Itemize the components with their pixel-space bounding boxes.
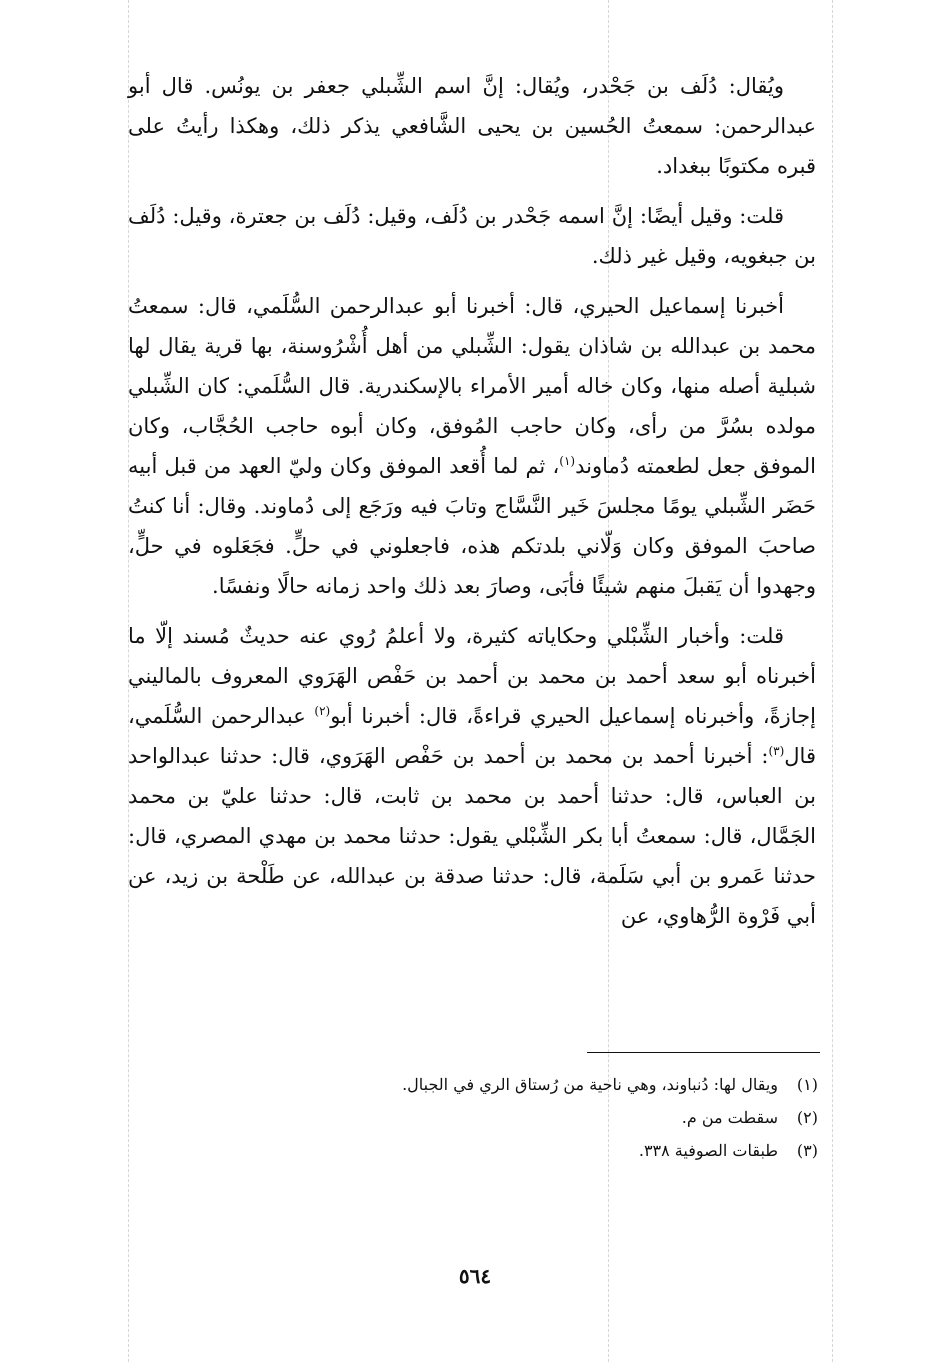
footnote-text: ويقال لها: دُنباوند، وهي ناحية من رُستاق الري في الجبال. [402,1075,778,1094]
footnotes [300,1068,818,1167]
footnote-number: (١) [796,1075,818,1094]
footnote-3 [300,1134,818,1167]
footnote-1 [300,1068,818,1101]
footnote-number: (٢) [796,1108,818,1127]
main-text [128,66,816,946]
scan-artifact-line [832,0,833,1362]
footnote-2 [300,1101,818,1134]
paragraph-3-part-2: ، ثم لما أُقعد الموفق وكان وليّ العهد من قبل أبيه حَضَر الشِّبلي يومًا مجلسَ خَير النَّسَّاج وتابَ فيه ورَجَع إلى دُماوند. وقال: أنا كنتُ صاحبَ الموفق وكان وَلّاني بلدتكم هذه، فاجعلوني في حلٍّ. فجَعَلوه في حلٍّ، وجهدوا أن يَقبلَ منهم شيئًا فأبَى، وصارَ بعد ذلك واحد زمانه حالًا ونفسًا. [128,454,816,598]
paragraph-4-part-2: عبدالرحمن السُّلَمي، قال [128,704,816,768]
paragraph-1: ويُقال: دُلَف بن جَحْدر، ويُقال: إنَّ اسم الشِّبلي جعفر بن يونُس. قال أبو عبدالرحمن: سمعتُ الحُسين بن يحيى الشَّافعي يذكر ذلك، وهكذا رأيتُ على قبره مكتوبًا ببغداد. [128,74,816,178]
paragraph-4-part-3: : أخبرنا أحمد بن محمد بن أحمد بن حَفْص الهَرَوي، قال: حدثنا عبدالواحد بن العباس، قال: حدثنا أحمد بن محمد بن ثابت، قال: حدثنا عليّ بن محمد الجَمَّال، قال: سمعتُ أبا بكر الشِّبْلي يقول: حدثنا محمد بن مهدي المصري، قال: حدثنا عَمرو بن أبي سَلَمة، قال: حدثنا صدقة بن عبدالله، عن طَلْحة بن زيد، عن أبي فَرْوة الرُّهاوي، عن [128,744,816,928]
footnote-mark-1: (١) [559,454,576,468]
paragraph-2: قلت: وقيل أيضًا: إنَّ اسمه جَحْدر بن دُلَف، وقيل: دُلَف بن جعترة، وقيل: دُلَف بن جبغويه، وقيل غير ذلك. [128,204,816,268]
footnote-mark-3: (٣) [768,744,785,758]
footnote-mark-2: (٢) [314,704,331,718]
paragraph-3 [128,286,816,606]
footnote-separator [587,1052,820,1053]
footnote-text: سقطت من م. [681,1108,778,1127]
footnote-number: (٣) [796,1141,818,1160]
paragraph-4 [128,616,816,936]
paragraph-4-part-1: قلت: وأخبار الشِّبْلي وحكاياته كثيرة، ولا أعلمُ رُوي عنه حديثٌ مُسند إلّا ما أخبرناه أبو سعد أحمد بن محمد بن أحمد بن حَفْص الهَرَوي المعروف بالماليني إجازةً، وأخبرناه إسماعيل الحيري قراءةً، قال: أخبرنا أبو [128,624,816,728]
paragraph-3-part-1: أخبرنا إسماعيل الحيري، قال: أخبرنا أبو عبدالرحمن السُّلَمي، قال: سمعتُ محمد بن عبدالله بن شاذان يقول: الشِّبلي من أهل أُشْرُوسنة، بها قرية يقال لها شبلية أصله منها، وكان خاله أمير الأمراء بالإسكندرية. قال السُّلَمي: كان الشِّبلي مولده بسُرَّ من رأى، وكان حاجب المُوفق، وكان أبوه حاجب الحُجَّاب، وكان الموفق جعل لطعمته دُماوند [128,294,816,478]
page-number: ٥٦٤ [458,1264,492,1288]
footnote-text: طبقات الصوفية ٣٣٨. [638,1141,778,1160]
